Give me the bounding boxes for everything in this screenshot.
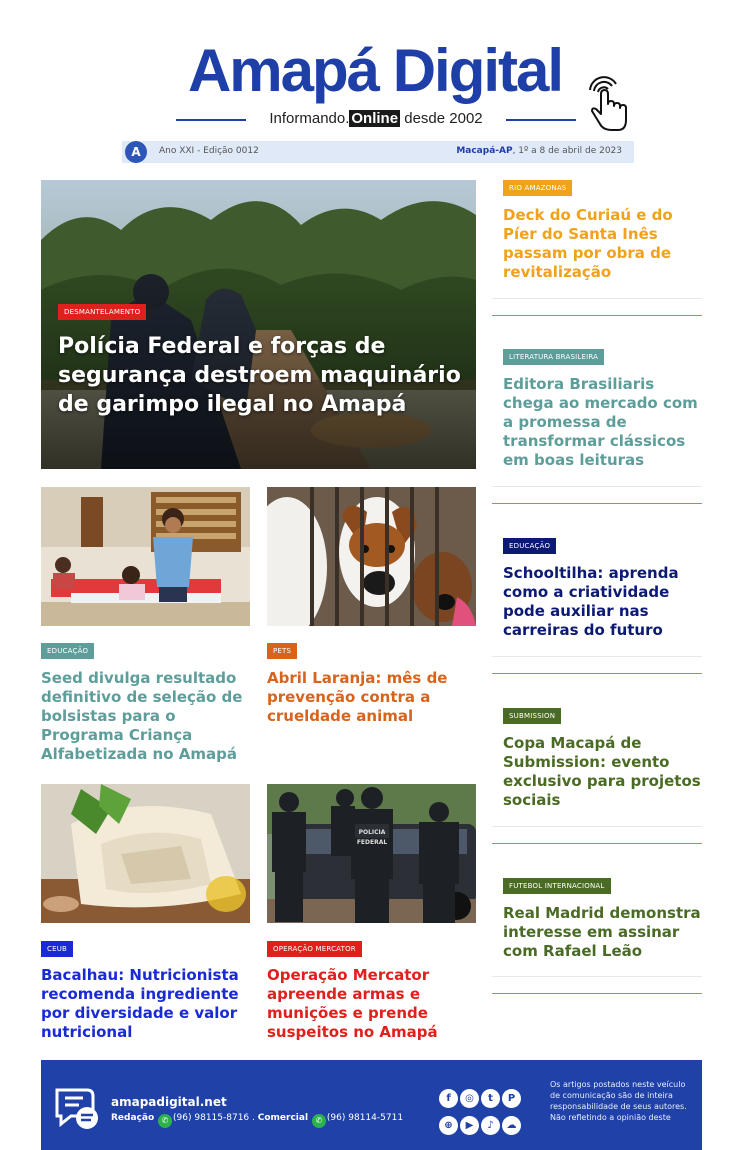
social-links [439,1086,539,1140]
svg-text:FEDERAL: FEDERAL [356,839,388,846]
tagline-post: desde 2002 [400,110,483,127]
divider [492,315,702,316]
tagline-online: Online [351,110,399,127]
sidebar-category-badge[interactable]: LITERATURA BRASILEIRA [503,349,604,365]
divider [492,656,702,657]
sidebar-category-badge[interactable]: EDUCAÇÃO [503,538,556,554]
facebook-icon[interactable]: f [439,1089,458,1108]
divider [492,843,702,844]
tiktok-icon[interactable]: ♪ [481,1116,500,1135]
footer-site-link[interactable]: amapadigital.net [111,1095,227,1109]
divider [492,673,702,674]
divider [492,486,702,487]
dribbble-icon[interactable]: ⊕ [439,1116,458,1135]
svg-text:POLICIA: POLICIA [358,829,386,836]
whatsapp-icon: ✆ [158,1114,172,1128]
tagline-pre: Informando. [269,110,350,127]
site-logo[interactable]: Amapá Digital [187,37,563,104]
sidebar-headline[interactable]: Editora Brasiliaris chega ao mercado com a promessa de transformar clássicos em boas leituras [503,375,698,469]
article-category-badge[interactable]: PETS [267,643,297,659]
edition-date: Macapá-AP, 1º a 8 de abril de 2023 [456,146,622,156]
sidebar-headline[interactable]: Schooltilha: aprenda como a criatividade pode auxiliar nas carreiras do futuro [503,564,679,639]
sidebar-headline[interactable]: Real Madrid demonstra interesse em assinar com Rafael Leão [503,904,701,960]
edition-issue: Ano XXI - Edição 0012 [159,146,259,156]
article-category-badge[interactable]: OPERAÇÃO MERCATOR [267,941,362,957]
hero-headline[interactable]: Polícia Federal e forças de segurança destroem maquinário de garimpo ilegal no Amapá [58,334,461,417]
sidebar-headline[interactable]: Deck do Curiaú e do Píer do Santa Inês passam por obra de revitalização [503,206,673,281]
divider [492,826,702,827]
pinterest-icon[interactable]: P [502,1089,521,1108]
divider [492,503,702,504]
edition-bar [122,141,634,163]
whatsapp-icon: ✆ [312,1114,326,1128]
article-headline[interactable]: Operação Mercator apreende armas e munições e prende suspeitos no Amapá [267,966,438,1041]
footer-logo-icon [53,1086,101,1132]
soundcloud-icon[interactable]: ☁ [502,1116,521,1135]
hero-image[interactable] [41,180,476,469]
pointing-hand-icon [584,76,630,132]
article-headline[interactable]: Bacalhau: Nutricionista recomenda ingrediente por diversidade e valor nutricional [41,966,239,1041]
divider [492,976,702,977]
redacao-phone[interactable]: (96) 98115-8716 [173,1113,250,1123]
instagram-icon[interactable]: ◎ [460,1089,479,1108]
footer-contact: Redação ✆ (96) 98115-8716 . Comercial ✆ (96) 98114-5711 [111,1113,403,1128]
footer-disclaimer: Os artigos postados neste veículo de comunicação são de inteira responsabilidade de seus autores. Não refletindo a opinião deste [550,1080,687,1122]
footer [41,1060,702,1150]
sidebar-headline[interactable]: Copa Macapá de Submission: evento exclusivo para projetos sociais [503,734,701,809]
article-headline[interactable]: Seed divulga resultado definitivo de seleção de bolsistas para o Programa Criança Alfabetizada no Amapá [41,669,243,763]
article-headline[interactable]: Abril Laranja: mês de prevenção contra a crueldade animal [267,669,448,725]
article-category-badge[interactable]: EDUCAÇÃO [41,643,94,659]
hero-category-badge[interactable]: DESMANTELAMENTO [58,304,146,320]
article-image-codfish[interactable] [41,784,250,923]
sidebar-category-badge[interactable]: SUBMISSION [503,708,561,724]
article-image-dogs[interactable] [267,487,476,626]
twitter-icon[interactable]: t [481,1089,500,1108]
article-image-classroom[interactable] [41,487,250,626]
article-image-police[interactable] [267,784,476,923]
tagline [176,108,576,132]
youtube-icon[interactable]: ▶ [460,1116,479,1135]
divider [492,298,702,299]
edition-logo-icon: A [125,141,147,163]
sidebar-category-badge[interactable]: FUTEBOL INTERNACIONAL [503,878,611,894]
comercial-phone[interactable]: (96) 98114-5711 [326,1113,404,1123]
article-category-badge[interactable]: CEUB [41,941,73,957]
sidebar-category-badge[interactable]: RIO AMAZONAS [503,180,572,196]
divider [492,993,702,994]
